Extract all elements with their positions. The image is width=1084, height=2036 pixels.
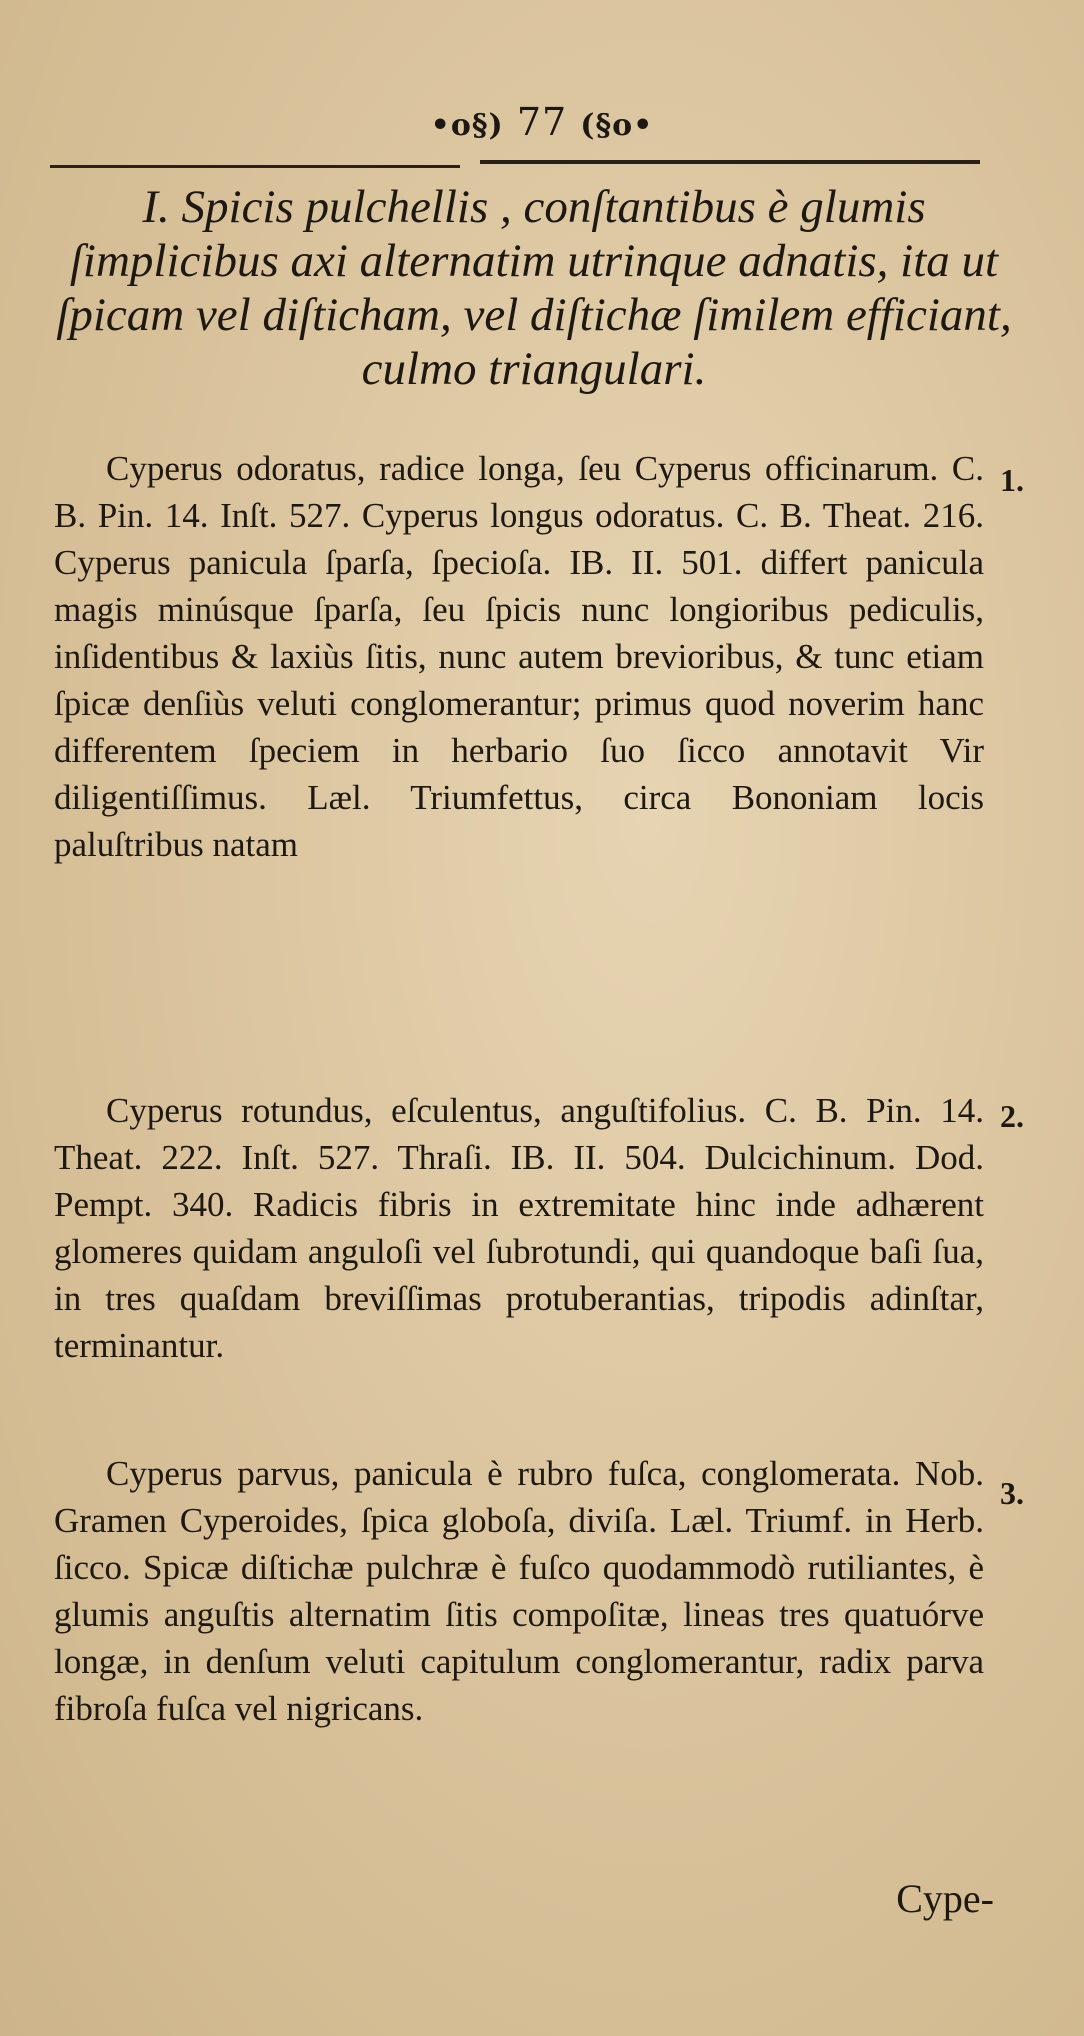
right-ornament: (§o• (580, 108, 654, 143)
page-number: 77 (516, 100, 568, 144)
entry-paragraph-2: Cyperus rotundus, eſculentus, anguſtifolius. C. B. Pin. 14. Theat. 222. Inſt. 527. Thraſi. IB. II. 504. Dulcichinum. Dod. Pempt. 340. Radicis fibris in extremitate hinc inde adhærent glomeres quidam anguloſi vel ſubrotundi, qui quandoque baſi ſua, in tres quaſdam breviſſimas protuberantias, tripodis adinſtar, terminantur. (54, 1091, 984, 1365)
entry-paragraph-3: Cyperus parvus, panicula è rubro fuſca, conglomerata. Nob. Gramen Cyperoides, ſpica globoſa, diviſa. Læl. Triumf. in Herb. ſicco. Spicæ diſtichæ pulchræ è fuſco quodammodò rutiliantes, è glumis anguſtis alternatim ſitis compoſitæ, lineas tres quatuórve longæ, in denſum veluti capitulum conglomerantur, radix parva fibroſa fuſca vel nigricans. (54, 1454, 984, 1728)
entry-number-1: 1. (1000, 462, 1024, 498)
section-heading: I. Spicis pulchellis , conſtantibus è glumis ſimplicibus axi alternatim utrinque adnatis, ita ut ſpicam vel diſticham, vel diſtichæ ſimilem efficiant, culmo triangulari. (56, 181, 1012, 395)
entry-number-2: 2. (1000, 1098, 1024, 1134)
catchword: Cype- (896, 1876, 994, 1921)
running-head (0, 100, 1084, 144)
left-ornament: •o§) (430, 108, 504, 143)
entry-paragraph-1: Cyperus odoratus, radice longa, ſeu Cyperus officinarum. C. B. Pin. 14. Inſt. 527. Cyperus longus odoratus. C. B. Theat. 216. Cyperus panicula ſparſa, ſpecioſa. IB. II. 501. differt panicula magis minúsque ſparſa, ſeu ſpicis nunc longioribus pediculis, inſidentibus & laxiùs ſitis, nunc autem brevioribus, & tunc etiam ſpicæ denſiùs veluti conglomerantur; primus quod noverim hanc differentem ſpeciem in herbario ſuo ſicco annotavit Vir diligentiſſimus. Læl. Triumfettus, circa Bononiam locis paluſtribus natam (54, 449, 984, 864)
header-rule-left (50, 165, 460, 168)
header-rule-right (480, 160, 980, 164)
entry-number-3: 3. (1000, 1475, 1024, 1511)
